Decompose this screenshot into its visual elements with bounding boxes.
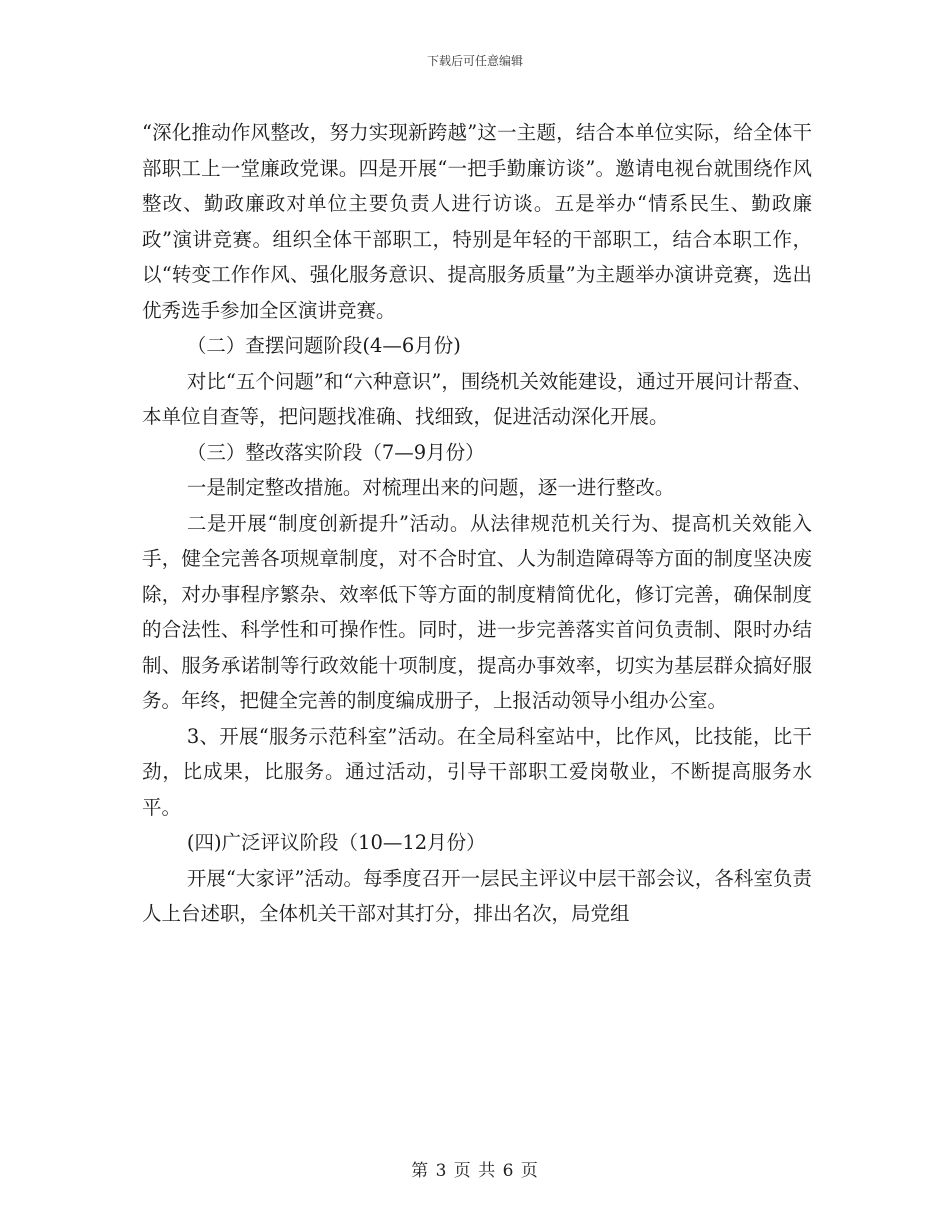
paragraph: 3、开展“服务示范科室”活动。在全局科室站中，比作风，比技能，比干劲，比成果，比服务。通过活动，引导干部职工爱岗敬业，不断提高服务水平。 (142, 724, 812, 819)
paragraph: 对比“五个问题”和“六种意识”，围绕机关效能建设，通过开展问计帮查、本单位自查等，把问题找准确、找细致，促进活动深化开展。 (142, 369, 812, 428)
page-header: 下载后可任意编辑 (426, 54, 523, 68)
document-body (142, 115, 812, 932)
paragraph: 一是制定整改措施。对梳理出来的问题，逐一进行整改。 (186, 476, 675, 499)
section-heading-3: （三）整改落实阶段（7—9月份） (186, 440, 485, 464)
section-heading-4: (四)广泛评议阶段（10—12月份） (186, 831, 486, 854)
paragraph: 开展“大家评”活动。每季度召开一层民主评议中层干部会议，各科室负责人上台述职，全体机关干部对其打分，排出名次，局党组 (142, 866, 812, 925)
paragraph-continuation: “深化推动作风整改，努力实现新跨越”这一主题，结合本单位实际，给全体干部职工上一堂廉政党课。四是开展“一把手勤廉访谈”。邀请电视台就围绕作风整改、勤政廉政对单位主要负责人进行访谈。五是举办“情系民生、勤政廉政”演讲竞赛。组织全体干部职工，特别是年轻的干部职工，结合本职工作，以“转变工作作风、强化服务意识、提高服务质量”为主题举办演讲竞赛，选出优秀选手参加全区演讲竞赛。 (142, 121, 812, 322)
paragraph: 二是开展“制度创新提升”活动。从法律规范机关行为、提高机关效能入手，健全完善各项规章制度，对不合时宜、人为制造障碍等方面的制度坚决废除，对办事程序繁杂、效率低下等方面的制度精简优化，修订完善，确保制度的合法性、科学性和可操作性。同时，进一步完善落实首问负责制、限时办结制、服务承诺制等行政效能十项制度，提高办事效率，切实为基层群众搞好服务。年终，把健全完善的制度编成册子，上报活动领导小组办公室。 (142, 511, 812, 712)
page-footer: 第 3 页 共 6 页 (411, 1161, 539, 1181)
section-heading-2: （二）查摆问题阶段(4—6月份) (186, 334, 461, 357)
